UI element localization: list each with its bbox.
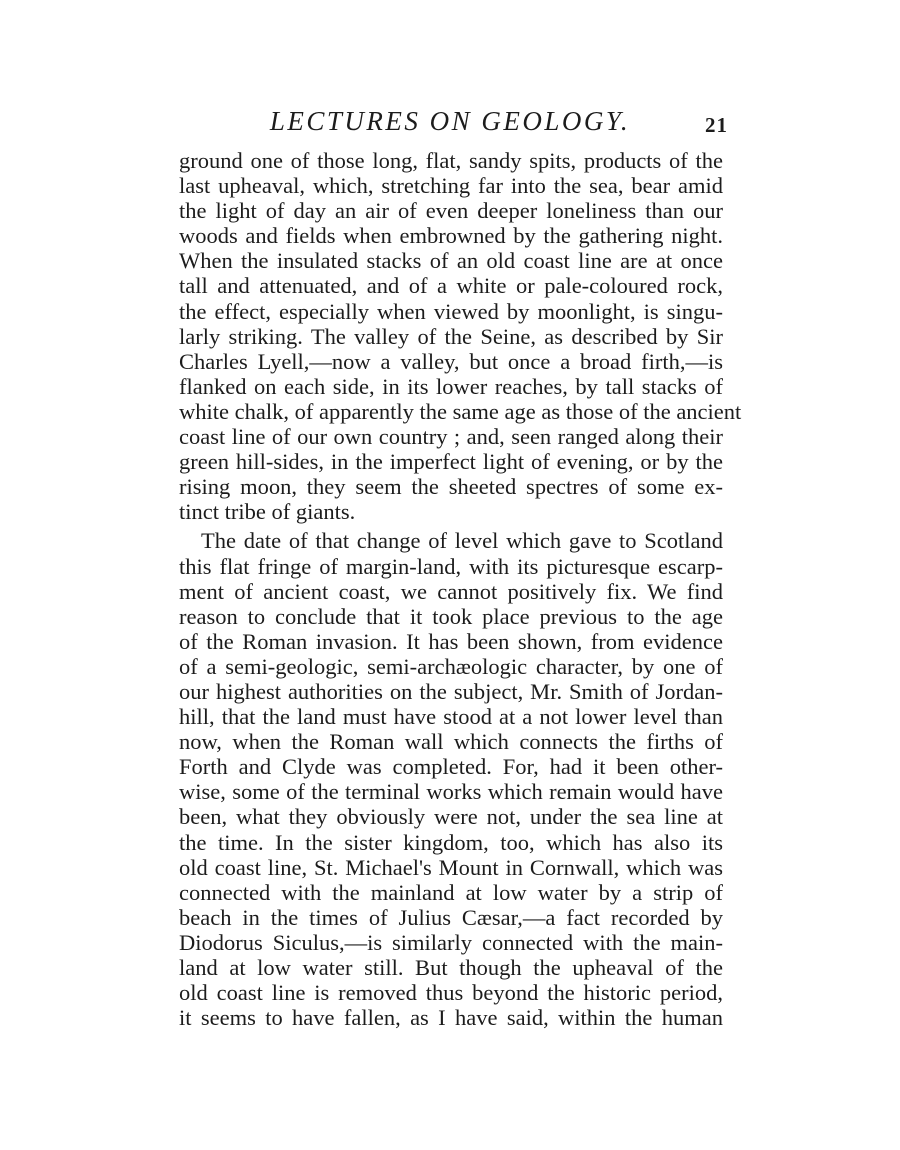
- text-line: of the Roman invasion. It has been shown, from evidence: [179, 628, 723, 654]
- text-line: Forth and Clyde was completed. For, had it been other-: [179, 754, 723, 780]
- text-line: been, what they obviously were not, under the sea line at: [179, 804, 723, 830]
- text-line: When the insulated stacks of an old coast line are at once: [179, 248, 723, 274]
- running-header: [178, 104, 728, 138]
- text-line: coast line of our own country ; and, seen ranged along their: [179, 424, 723, 450]
- text-line: white chalk, of apparently the same age as those of the ancient: [179, 398, 742, 424]
- body-text: [179, 148, 742, 1031]
- text-line: tinct tribe of giants.: [179, 499, 356, 525]
- text-line: The date of that change of level which gave to Scotland: [201, 528, 723, 554]
- text-line: it seems to have fallen, as I have said, within the human: [179, 1005, 723, 1031]
- page-number: 21: [705, 113, 728, 137]
- text-line: tall and attenuated, and of a white or pale-coloured rock,: [179, 273, 723, 299]
- text-line: larly striking. The valley of the Seine, as described by Sir: [179, 323, 723, 349]
- text-line: last upheaval, which, stretching far into the sea, bear amid: [179, 173, 723, 199]
- paragraph-2: [179, 528, 723, 1030]
- text-line: connected with the mainland at low water by a strip of: [179, 879, 723, 905]
- text-line: the effect, especially when viewed by moonlight, is singu-: [179, 298, 723, 324]
- text-line: old coast line is removed thus beyond the historic period,: [179, 980, 723, 1006]
- text-line: wise, some of the terminal works which remain would have: [179, 779, 723, 805]
- text-line: Diodorus Siculus,—is similarly connected with the main-: [179, 929, 723, 955]
- text-line: now, when the Roman wall which connects the firths of: [179, 729, 723, 755]
- text-line: reason to conclude that it took place previous to the age: [179, 603, 723, 629]
- paragraph-1: [179, 148, 742, 525]
- text-line: our highest authorities on the subject, Mr. Smith of Jordan-: [179, 678, 723, 704]
- text-line: ground one of those long, flat, sandy spits, products of the: [179, 148, 723, 173]
- text-line: flanked on each side, in its lower reaches, by tall stacks of: [179, 373, 723, 399]
- text-line: of a semi-geologic, semi-archæologic character, by one of: [179, 653, 723, 679]
- text-line: ment of ancient coast, we cannot positively fix. We find: [179, 578, 723, 604]
- text-line: land at low water still. But though the upheaval of the: [179, 955, 723, 980]
- text-line: green hill-sides, in the imperfect light of evening, or by the: [179, 449, 723, 475]
- text-line: the time. In the sister kingdom, too, which has also its: [179, 829, 723, 855]
- running-title: LECTURES ON GEOLOGY.: [269, 106, 631, 136]
- text-line: Charles Lyell,—now a valley, but once a broad firth,—is: [179, 348, 723, 374]
- text-line: hill, that the land must have stood at a not lower level than: [179, 704, 723, 730]
- text-line: beach in the times of Julius Cæsar,—a fact recorded by: [179, 904, 723, 930]
- text-line: old coast line, St. Michael's Mount in Cornwall, which was: [179, 854, 723, 880]
- text-line: this flat fringe of margin-land, with its picturesque escarp-: [179, 553, 723, 579]
- text-line: woods and fields when embrowned by the gathering night.: [179, 223, 723, 249]
- text-line: the light of day an air of even deeper loneliness than our: [179, 198, 723, 224]
- text-line: rising moon, they seem the sheeted spectres of some ex-: [179, 474, 723, 500]
